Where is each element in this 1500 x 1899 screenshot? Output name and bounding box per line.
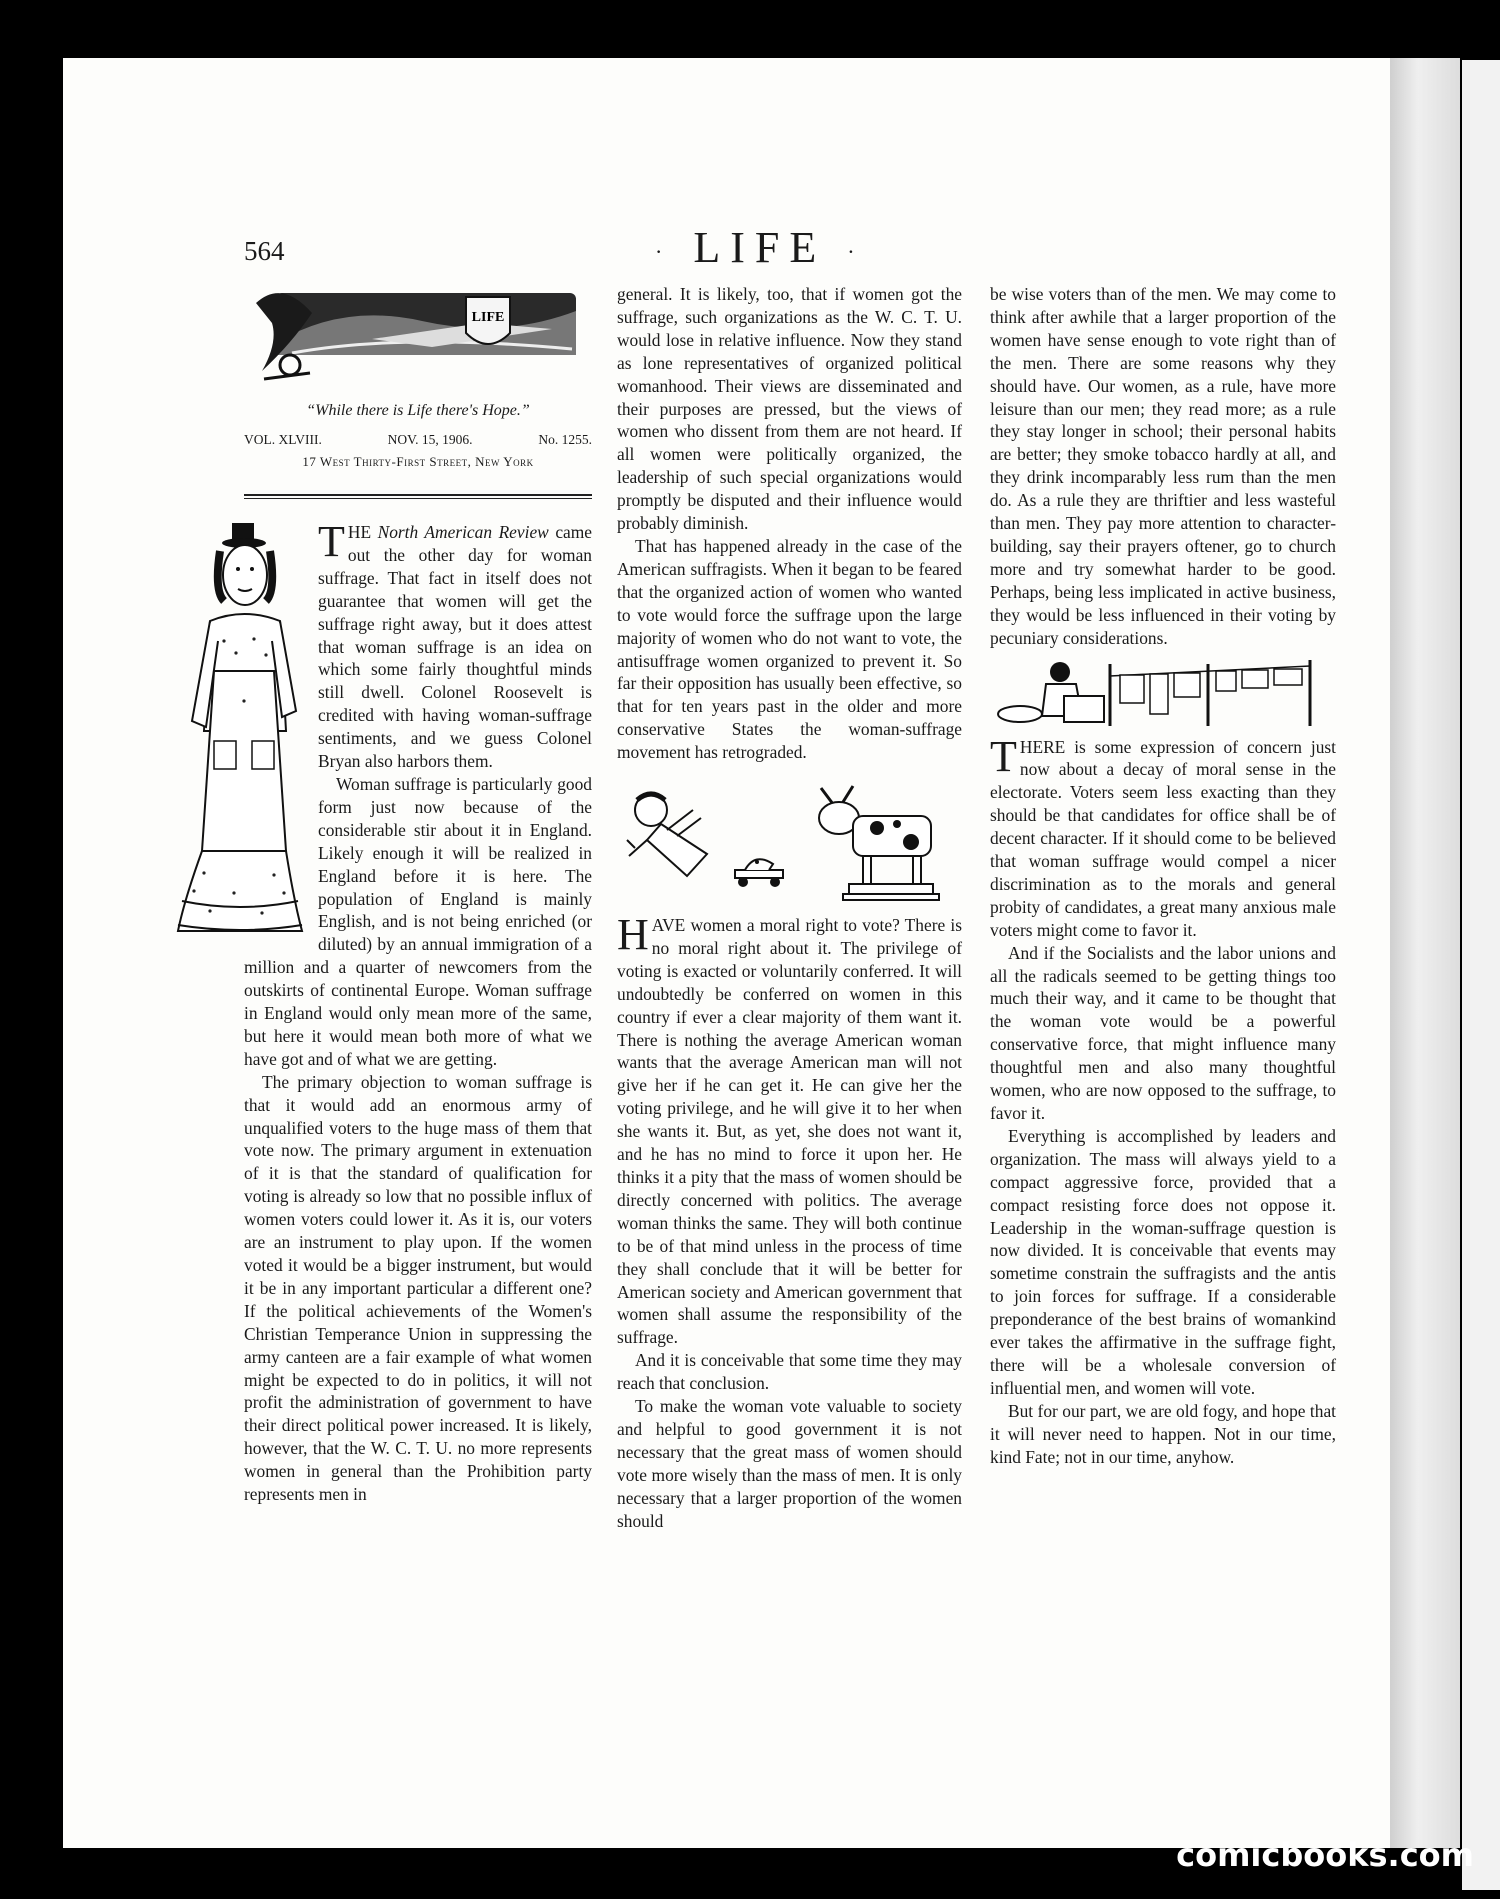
masthead-dot-right: · bbox=[847, 238, 865, 264]
review-title: North American Review bbox=[377, 522, 549, 542]
col2-para-4: And it is conceivable that some time they may reach that conclusion. bbox=[617, 1350, 962, 1394]
page-spine bbox=[1390, 58, 1460, 1848]
shield-logo-text: LIFE bbox=[471, 310, 505, 325]
col3-para-1: be wise voters than of the men. We may come to think after awhile that a larger proportion of the women have sense enough to vote right than of the men. There are some reasons why they should have. Our women, as a rule, have more leisure than our men; they read more; as a rule they stay longer in school; their personal habits are better; they smoke tobacco hardly at all, and they drink incomparably less rum than the men do. As a rule they are thriftier and less wasteful than men. They pay more attention to character-building, say their prayers oftener, go to church more and try somewhat harder to be good. Perhaps, being less implicated in active business, they would be less influenced in their voting by pecuniary considerations. bbox=[990, 284, 1336, 648]
masthead-dot-left: · bbox=[655, 238, 673, 264]
woman-figure-float bbox=[174, 521, 306, 941]
woman-in-apron-illustration bbox=[174, 521, 306, 941]
article-column-3 bbox=[990, 283, 1336, 1469]
header-vignette-illustration bbox=[252, 283, 590, 391]
masthead bbox=[655, 222, 865, 273]
laundry-illustration-space bbox=[990, 656, 1336, 732]
issue-date: NOV. 15, 1906. bbox=[387, 432, 473, 447]
masthead-title: LIFE bbox=[693, 223, 827, 272]
toys-illustration-space bbox=[617, 776, 962, 908]
col2-para-3: HAVE women a moral right to vote? There is no moral right about it. The privilege of voting is exacted or voluntarily conferred. It will undoubtedly be conferred on women in this country if ever a clear majority of them want it. There is nothing the average American woman wants that the average American man will not give her if he can get it. He can give her the voting privilege, and he will give it to her when she wants it. But, as yet, she does not want it, and he has no mind to force it upon her. He thinks it a pity that the mass of women should be directly concerned with politics. The average woman thinks the same. They will both continue to be of that mind unless in the process of time they shall conclude that it will be better for American society and American government that women shall assume the responsibility of the suffrage. bbox=[617, 910, 962, 1348]
col1-para-1: THE North American Review came out the other day for woman suffrage. That fact in itself does not guarantee that women will get the suffrage right away, but it does attest that woman suffrage is an idea on which some fairly thoughtful minds still dwell. Colonel Roosevelt is credited with having woman-suffrage sentiments, and we guess Colonel Bryan also harbors them. bbox=[318, 517, 592, 772]
col3-para-5: But for our part, we are old fogy, and hope that it will never need to happen. Not in our time, kind Fate; not in our time, anyhow. bbox=[990, 1400, 1336, 1467]
col2-para-5: To make the woman vote valuable to society and helpful to good government it is not necessary that the great mass of women should vote more wisely than the mass of men. It is only necessary that a larger proportion of the women should bbox=[617, 1396, 962, 1531]
watermark: comicbooks.com bbox=[1176, 1836, 1474, 1874]
volume-line bbox=[244, 432, 592, 448]
col1-para-3: The primary objection to woman suffrage is that it would add an enormous army of unqualified voters to the huge mass of them that vote now. The primary argument in extenuation of it is that the standard of qualification for voting is already so low that no possible influx of women voters could lower it. As it is, our voters are an instrument to play upon. If the women voted it would be a bigger instrument, but would it be in any important particular a different one? If the political achievements of the Women's Christian Temperance Union in suppressing the army canteen are a fair example of what women might be expected to do in politics, it will not profit the administration of government to have their direct political power increased. It is likely, however, that the W. C. T. U. no more represents women in general than the Prohibition party represents men in bbox=[244, 1071, 592, 1505]
drop-cap-t2: T bbox=[990, 731, 1017, 781]
header-rule bbox=[244, 494, 592, 499]
issue-number: No. 1255. bbox=[538, 432, 592, 447]
volume: VOL. XLVIII. bbox=[244, 432, 322, 447]
next-page-edge bbox=[1462, 60, 1500, 1890]
col3-para-3: And if the Socialists and the labor unions and all the radicals seemed to be getting things too much their way, and it came to be thought that the woman vote would be a powerful conservative force, that might influence many thoughtful men and also many thoughtful women, who are now opposed to the suffrage, to favor it. bbox=[990, 942, 1336, 1123]
article-column-1 bbox=[244, 517, 592, 1506]
toys-illustration bbox=[617, 776, 962, 908]
col3-para-4: Everything is accomplished by leaders and organization. The mass will always yield to a compact aggressive force, provided that a compact resisting force does not oppose it. Leadership in the woman-suffrage question is now divided. It is conceivable that events may sometime constrain the suffragists and the antis to join forces for suffrage. If a considerable preponderance of the best brains of womankind ever takes the affirmative in the suffrage fight, there will be a wholesale conversion of influential men, and women will vote. bbox=[990, 1125, 1336, 1398]
drop-cap-t1: T bbox=[318, 517, 345, 566]
col3-para-2: THERE is some expression of concern just now about a decay of moral sense in the electorate. Voters seem less exacting than they should be that candidates for office shall be of decent character. If it should come to be believed that woman suffrage would compel a nicer discrimination as to the morals and general probity of candidates, a great many anxious male voters might come to favor it. bbox=[990, 731, 1336, 940]
motto: “While there is Life there's Hope.” bbox=[306, 402, 530, 419]
drop-cap-h: H bbox=[617, 910, 649, 960]
col2-para-2: That has happened already in the case of the American suffragists. When it began to be feared that the organized action of women who wanted to vote would force the suffrage upon the large majority of women who do not want to vote, the antisuffrage women organized to prevent it. So far their opposition has usually been effective, so that for ten years past in the older and more conservative States the woman-suffrage movement has retrograded. bbox=[617, 535, 962, 763]
col2-para-1: general. It is likely, too, that if women got the suffrage, such organizations as the W. C. T. U. would lose in relative influence. Now they stand as lone representatives of organized political womanhood. Their views are disseminated and their purposes are pressed, but the views of women who dissent from them are not heard. If all women were politically organized, the leadership of such special organizations would promptly be disputed and their influence would probably diminish. bbox=[617, 284, 962, 534]
col1-para-2: Woman suffrage is particularly good form just now because of the considerable stir about it in England. Likely enough it will be realized in England before it is here. The population of England is mainly English, and is not being enriched (or diluted) by an annual immigration of a million and a quarter of newcomers from the outskirts of continental Europe. Woman suffrage in England would only mean more of the same, but here it would mean both more of what we have got and of what we are getting. bbox=[244, 773, 592, 1069]
laundry-line-illustration bbox=[990, 656, 1336, 732]
page-number: 564 bbox=[244, 236, 285, 266]
article-column-2 bbox=[617, 283, 962, 1533]
office-address: 17 West Thirty-First Street, New York bbox=[302, 454, 534, 469]
